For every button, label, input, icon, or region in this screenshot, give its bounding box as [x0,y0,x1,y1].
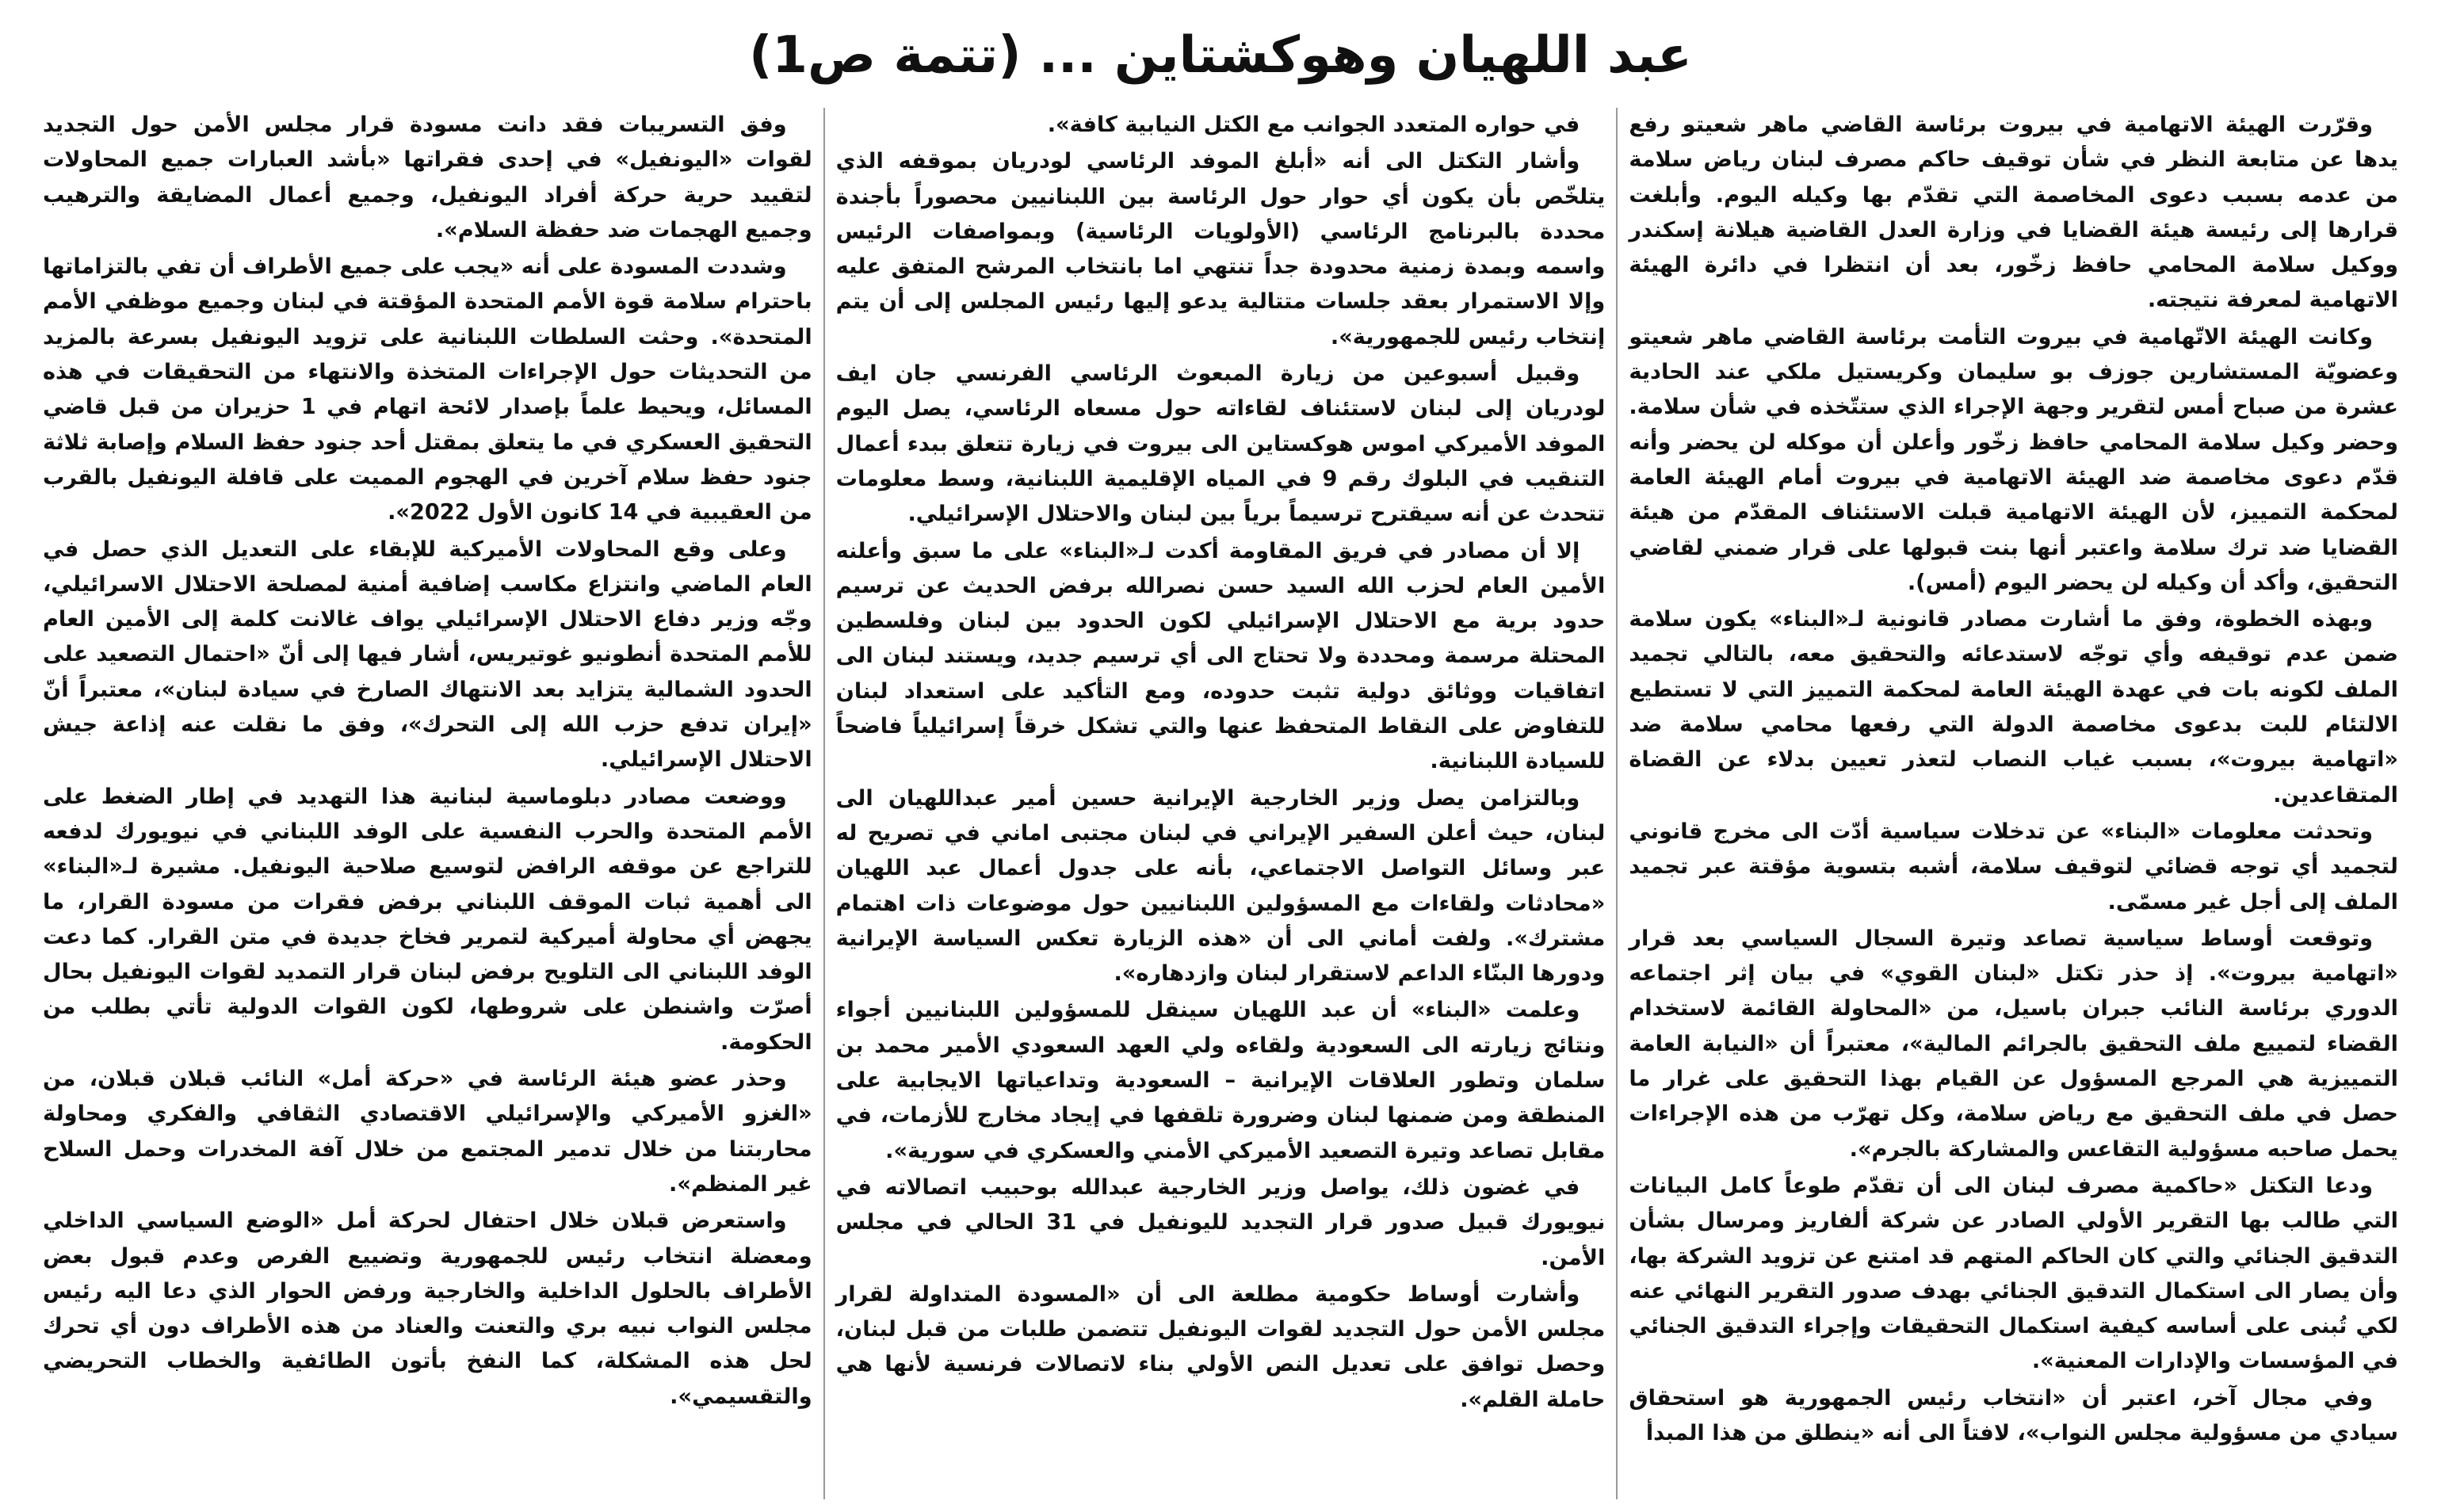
article-paragraph: إلا أن مصادر في فريق المقاومة أكدت لـ«البناء» على ما سبق وأعلنه الأمين العام لحزب الله السيد حسن نصرالله برفض الحديث عن ترسيم حدود برية مع الاحتلال الإسرائيلي لكون الحدود بين لبنان وفلسطين المحتلة مرسمة ومحددة ولا تحتاج الى أي ترسيم جديد، ويستند لبنان الى اتفاقيات ووثائق دولية تثبت حدوده، ومع التأكيد على استعداد لبنان للتفاوض على النقاط المتحفظ عنها والتي تشكل خرقاً إسرائيلياً فاضحاً للسيادة اللبنانية. [835,538,1606,774]
article-column-2 [825,108,1618,1499]
article-paragraph: وبهذه الخطوة، وفق ما أشارت مصادر قانونية لـ«البناء» يكون سلامة ضمن عدم توقيفه وأي توجّه لاستدعائه والتحقيق معه، بالتالي تجميد الملف لكونه بات في عهدة الهيئة العامة لمحكمة التمييز التي لا تستطيع الالتئام للبت بدعوى مخاصمة الدولة التي رفعها محامي سلامة ضد «اتهامية بيروت»، بسبب غياب النصاب لتعذر تعيين بدلاء عن القضاة المتقاعدين. [1629,607,2398,808]
article-paragraph: وحذر عضو هيئة الرئاسة في «حركة أمل» النائب قبلان قبلان، من «الغزو الأميركي والإسرائيلي الاقتصادي الثقافي والفكري ومحاولة محاربتنا من خلال تدمير المجتمع من خلال آفة المخدرات وحمل السلاح غير المنظم». [42,1067,812,1197]
article-paragraph: وأشار التكتل الى أنه «أبلغ الموفد الرئاسي لودريان بموقفه الذي يتلخّص بأن يكون أي حوار حول الرئاسة بين اللبنانيين محصوراً بأجندة محددة بالبرنامج الرئاسي (الأولويات الرئاسية) وبمواصفات الرئيس واسمه وبمدة زمنية محدودة جداً تنتهي اما بانتخاب المرشح المتفق عليه وإلا الاستمرار بعقد جلسات متتالية يدعو إليها رئيس المجلس إلى أن يتم إنتخاب رئيس للجمهورية». [835,149,1606,349]
article-paragraph: وفي مجال آخر، اعتبر أن «انتخاب رئيس الجمهورية هو استحقاق سيادي من مسؤولية مجلس النواب»، لافتاً الى أنه «ينطلق من هذا المبدأ [1629,1385,2398,1445]
article-columns [32,108,2409,1499]
article-paragraph: وقبيل أسبوعين من زيارة المبعوث الرئاسي الفرنسي جان ايف لودريان إلى لبنان لاستئناف لقاءاته حول مسعاه الرئاسي، يصل اليوم الموفد الأميركي اموس هوكستاين الى بيروت في زيارة تتعلق ببدء أعمال التنقيب في البلوك رقم 9 في المياه الإقليمية اللبنانية، وسط معلومات تتحدث عن أنه سيقترح ترسيماً برياً بين لبنان والاحتلال الإسرائيلي. [835,361,1606,527]
article-paragraph: وتحدثت معلومات «البناء» عن تدخلات سياسية أدّت الى مخرج قانوني لتجميد أي توجه قضائي لتوقيف سلامة، أشبه بتسوية مؤقتة عبر تجميد الملف إلى أجل غير مسمّى. [1629,819,2398,914]
article-column-3 [32,108,825,1499]
article-paragraph: وتوقعت أوساط سياسية تصاعد وتيرة السجال السياسي بعد قرار «اتهامية بيروت». إذ حذر تكتل «لبنان القوي» في بيان إثر اجتماعه الدوري برئاسة النائب جبران باسيل، من «المحاولة القائمة لاستخدام القضاء لتمييع ملف التحقيق بالجرائم المالية»، معتبراً أن «النيابة العامة التمييزية هي المرجع المسؤول عن القيام بهذا التحقيق على غرار ما حصل في ملف التحقيق مع رياض سلامة، وكل تهرّب من هذه الإجراءات يحمل صاحبه مسؤولية التقاعس والمشاركة بالجرم». [1629,926,2398,1162]
article-paragraph: وأشارت أوساط حكومية مطلعة الى أن «المسودة المتداولة لقرار مجلس الأمن حول التجديد لقوات اليونفيل تتضمن طلبات من قبل لبنان، وحصل توافق على تعديل النص الأولي بناء لاتصالات فرنسية لأنها هي حاملة القلم». [835,1281,1606,1412]
article-paragraph: ووضعت مصادر دبلوماسية لبنانية هذا التهديد في إطار الضغط على الأمم المتحدة والحرب النفسية على الوفد اللبناني في نيويورك لدفعه للتراجع عن موقفه الرافض لتوسيع صلاحية اليونفيل. مشيرة لـ«البناء» الى أهمية ثبات الموقف اللبناني برفض فقرات من مسودة القرار، ما يجهض أي محاولة أميركية لتمرير فخاخ جديدة في متن القرار. كما دعت الوفد اللبناني الى التلويح برفض لبنان قرار التمديد لقوات اليونفيل بحال أصرّت واشنطن على شروطها، لكون القوات الدولية تأتي بطلب من الحكومة. [42,784,812,1055]
article-paragraph: وعلمت «البناء» أن عبد اللهيان سينقل للمسؤولين اللبنانيين أجواء ونتائج زيارته الى السعودية ولقاءه ولي العهد السعودي الأمير محمد بن سلمان وتطور العلاقات الإيرانية – السعودية وتداعياتها الايجابية على المنطقة ومن ضمنها لبنان وضرورة تلقفها في إيجاد مخارج للأزمات، في مقابل تصاعد وتيرة التصعيد الأميركي الأمني والعسكري في سورية». [835,998,1606,1163]
article-paragraph: وقرّرت الهيئة الاتهامية في بيروت برئاسة القاضي ماهر شعيتو رفع يدها عن متابعة النظر في شأن توقيف حاكم مصرف لبنان رياض سلامة من عدمه بسبب دعوى المخاصمة التي تقدّم بها وكيله اليوم. وأبلغت قرارها إلى رئيسة هيئة القضايا في وزارة العدل القاضية هيلانة إسكندر ووكيل سلامة المحامي حافظ زخّور، بعد أن انتظرا في دائرة الهيئة الاتهامية لمعرفة نتيجته. [1629,113,2398,313]
article-paragraph: ودعا التكتل «حاكمية مصرف لبنان الى أن تقدّم طوعاً كامل البيانات التي طالب بها التقرير الأولي الصادر عن شركة ألفاريز ومرسال بشأن التدقيق الجنائي والتي كان الحاكم المتهم قد امتنع عن تزويد الشركة بها، وأن يصار الى استكمال التدقيق الجنائي بهدف صدور التقرير النهائي عنه لكي تُبنى على أساسه كيفية استكمال التحقيقات وإجراء التدقيق الجنائي في المؤسسات والإدارات المعنية». [1629,1173,2398,1374]
article-paragraph: وبالتزامن يصل وزير الخارجية الإيرانية حسين أمير عبداللهيان الى لبنان، حيث أعلن السفير الإيراني في لبنان مجتبى اماني في تصريح له عبر وسائل التواصل الاجتماعي، بأنه على جدول أعمال عبد اللهيان «محادثات ولقاءات مع المسؤولين اللبنانيين حول موضوعات ذات اهتمام مشترك». ولفت أماني الى أن «هذه الزيارة تعكس السياسة الإيرانية ودورها البنّاء الداعم لاستقرار لبنان وازدهاره». [835,785,1606,987]
article-paragraph: وشددت المسودة على أنه «يجب على جميع الأطراف أن تفي بالتزاماتها باحترام سلامة قوة الأمم المتحدة المؤقتة في لبنان وجميع موظفي الأمم المتحدة». وحثت السلطات اللبنانية على تزويد اليونفيل بسرعة بالمزيد من التحديثات حول الإجراءات المتخذة والانتهاء من التحقيقات في هذه المسائل، ويحيط علماً بإصدار لائحة اتهام في 1 حزيران من قبل قاضي التحقيق العسكري في ما يتعلق بمقتل أحد جنود حفظ السلام وإصابة ثلاثة جنود حفظ سلام آخرين في الهجوم المميت على قافلة اليونفيل بالقرب من العقيبية في 14 كانون الأول 2022». [42,254,812,525]
article-paragraph: وعلى وقع المحاولات الأميركية للإبقاء على التعديل الذي حصل في العام الماضي وانتزاع مكاسب إضافية أمنية لمصلحة الاحتلال الاسرائيلي، وجّه وزير دفاع الاحتلال الإسرائيلي يواف غالانت كلمة إلى الأمين العام للأمم المتحدة أنطونيو غوتيريس، أشار فيها إلى أنّ «احتمال التصعيد على الحدود الشمالية يتزايد بعد الانتهاك الصارخ في سيادة لبنان»، معتبراً أنّ «إيران تدفع حزب الله إلى التحرك»، وفق ما نقلت عنه إذاعة جيش الاحتلال الإسرائيلي. [42,536,812,773]
article-paragraph: واستعرض قبلان خلال احتفال لحركة أمل «الوضع السياسي الداخلي ومعضلة انتخاب رئيس للجمهورية وتضييع الفرص وعدم قبول بعض الأطراف بالحلول الداخلية والخارجية ورفض الحوار الذي دعا اليه رئيس مجلس النواب نبيه بري والتعنت والعناد من هذه الأطراف دون أي تحرك لحل هذه المشكلة، كما النفخ بأتون الطائفية والخطاب التحريضي والتقسيمي». [42,1208,812,1409]
article-paragraph: في حواره المتعدد الجوانب مع الكتل النيابية كافة». [1047,113,1580,137]
article-paragraph: وكانت الهيئة الاتّهامية في بيروت التأمت برئاسة القاضي ماهر شعيتو وعضويّة المستشارين جوزف بو سليمان وكريستيل ملكي عند الحادية عشرة من صباح أمس لتقرير وجهة الإجراء الذي ستتّخذه في شأن سلامة. وحضر وكيل سلامة المحامي حافظ زخّور وأعلن أن موكله لن يحضر وأنه قدّم دعوى مخاصمة ضد الهيئة الاتهامية في بيروت أمام الهيئة العامة لمحكمة التمييز، لأن الهيئة الاتهامية قبلت الاستئناف المقدّم من هيئة القضايا ضد ترك سلامة واعتبر أنها بنت قبولها على قرار ضمني لقاضي التحقيق، وأكد أن وكيله لن يحضر اليوم (أمس). [1629,324,2398,595]
article-column-1 [1618,108,2409,1499]
article-headline: عبد اللهيان وهوكشتاين ... (تتمة ص1) [749,26,1692,85]
article-paragraph: في غضون ذلك، يواصل وزير الخارجية عبدالله بوحبيب اتصالاته في نيويورك قبيل صدور قرار التجديد لليونفيل في 31 الحالي في مجلس الأمن. [835,1174,1606,1270]
article-paragraph: وفق التسريبات فقد دانت مسودة قرار مجلس الأمن حول التجديد لقوات «اليونفيل» في إحدى فقراتها «بأشد العبارات جميع المحاولات لتقييد حرية حركة أفراد اليونفيل، وجميع أعمال المضايقة والترهيب وجميع الهجمات ضد حفظة السلام». [42,113,812,242]
